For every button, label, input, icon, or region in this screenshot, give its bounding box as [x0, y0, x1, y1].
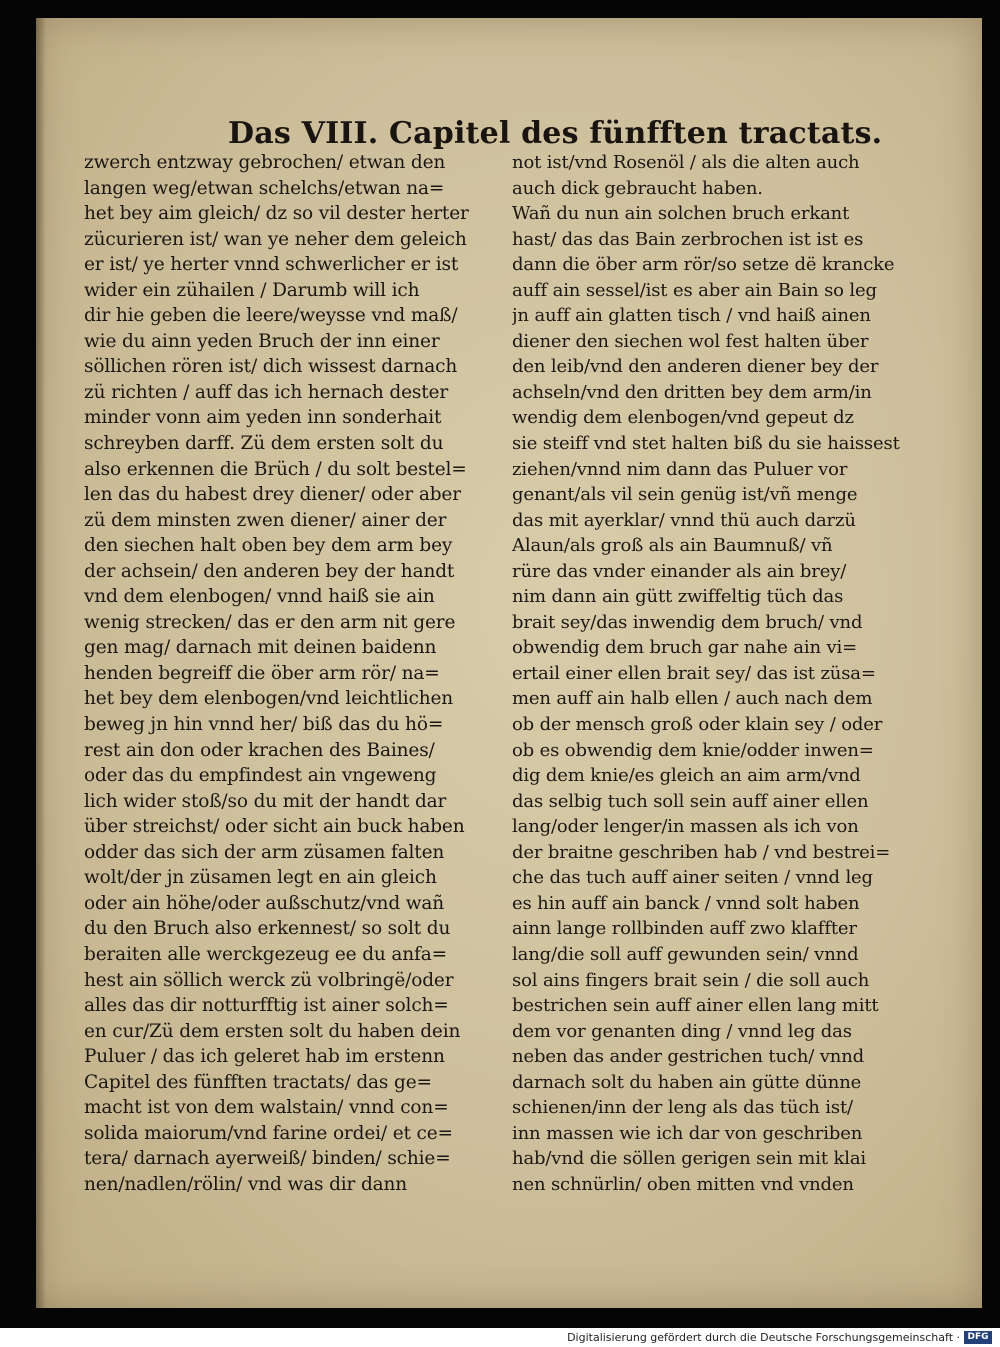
- text-line: darnach solt du haben ain gütte dünne: [512, 1071, 862, 1093]
- page-gutter-shadow: [36, 18, 46, 1308]
- text-line: inn massen wie ich dar von geschriben: [512, 1122, 863, 1144]
- text-line: hab/vnd die söllen gerigen sein mit klai: [512, 1148, 867, 1170]
- text-line: not ist/vnd Rosenöl / als die alten auch: [512, 152, 860, 173]
- text-line: vnd dem elenbogen/ vnnd haiß sie ain: [84, 586, 435, 608]
- funding-credit: Digitalisierung gefördert durch die Deutsche Forschungsgemeinschaft ·: [567, 1331, 960, 1344]
- text-line: nen schnürlin/ oben mitten vnd vnden: [512, 1173, 854, 1195]
- text-line: diener den siechen wol fest halten über: [512, 330, 869, 352]
- text-line: schienen/inn der leng als das tüch ist/: [512, 1097, 853, 1119]
- text-line: men auff ain halb ellen / auch nach dem: [512, 688, 873, 710]
- text-line: wie du ainn yeden Bruch der inn einer: [84, 330, 440, 352]
- text-line: Wañ du nun ain solchen bruch erkant: [512, 203, 850, 225]
- text-line: lang/oder lenger/in massen als ich von: [512, 816, 859, 838]
- text-line: oder das du empfindest ain vngeweng: [84, 765, 437, 787]
- text-line: zücurieren ist/ wan ye neher dem geleich: [84, 228, 467, 250]
- text-line: wolt/der jn züsamen legt en ain gleich: [84, 867, 437, 889]
- text-line: che das tuch auff ainer seiten / vnnd leg: [512, 867, 873, 889]
- text-line: alles das dir notturfftig ist ainer solch=: [84, 995, 449, 1017]
- right-text-column: [512, 150, 914, 1197]
- text-line: len das du habest drey diener/ oder aber: [84, 484, 461, 506]
- text-line: wendig dem elenbogen/vnd gepeut dz: [512, 407, 854, 429]
- text-line: gen mag/ darnach mit deinen baidenn: [84, 637, 437, 659]
- text-line: zü richten / auff das ich hernach dester: [84, 381, 449, 403]
- text-line: henden begreiff die öber arm rör/ na=: [84, 662, 440, 684]
- text-line: neben das ander gestrichen tuch/ vnnd: [512, 1046, 865, 1068]
- text-line: das selbig tuch soll sein auff ainer ellen: [512, 790, 869, 812]
- text-line: nen/nadlen/rölin/ vnd was dir dann: [84, 1173, 408, 1195]
- text-line: den siechen halt oben bey dem arm bey: [84, 535, 453, 557]
- text-line: auff ain sessel/ist es aber ain Bain so leg: [512, 279, 877, 301]
- text-line: ob es obwendig dem knie/odder inwen=: [512, 739, 874, 761]
- text-line: Alaun/als groß als ain Baumnuß/ vñ: [512, 535, 833, 557]
- text-line: obwendig dem bruch gar nahe ain vi=: [512, 637, 858, 659]
- text-line: ainn lange rollbinden auff zwo klaffter: [512, 918, 857, 940]
- text-line: söllichen rören ist/ dich wissest darnach: [84, 356, 458, 378]
- text-line: genant/als vil sein genüg ist/vñ menge: [512, 484, 858, 506]
- chapter-heading: Das VIII. Capitel des fünfften tractats.: [228, 116, 883, 151]
- text-line: wider ein zühailen / Darumb will ich: [84, 279, 420, 301]
- text-line: es hin auff ain banck / vnnd solt haben: [512, 892, 860, 914]
- text-line: dir hie geben die leere/weysse vnd maß/: [84, 305, 458, 327]
- text-line: oder ain höhe/oder außschutz/vnd wañ: [84, 892, 445, 914]
- text-line: den leib/vnd den anderen diener bey der: [512, 356, 879, 378]
- text-line: brait sey/das inwendig dem bruch/ vnd: [512, 611, 863, 633]
- text-line: zwerch entzway gebrochen/ etwan den: [84, 152, 446, 173]
- text-line: het bey dem elenbogen/vnd leichtlichen: [84, 688, 454, 710]
- text-line: dann die öber arm rör/so setze dë krancke: [512, 254, 895, 276]
- text-line: beweg jn hin vnnd her/ biß das du hö=: [84, 714, 444, 736]
- text-line: dem vor genanten ding / vnnd leg das: [512, 1020, 852, 1042]
- text-line: achseln/vnd den dritten bey dem arm/in: [512, 381, 872, 403]
- text-line: nim dann ain gütt zwiffeltig tüch das: [512, 586, 844, 608]
- left-text-column: [84, 150, 504, 1197]
- footer-bar: [0, 1328, 1000, 1347]
- text-line: ob der mensch groß oder klain sey / oder: [512, 714, 883, 736]
- text-line: hest ain söllich werck zü volbringë/oder: [84, 969, 454, 991]
- text-line: langen weg/etwan schelchs/etwan na=: [84, 177, 445, 199]
- text-line: du den Bruch also erkennest/ so solt du: [84, 918, 451, 940]
- text-line: en cur/Zü dem ersten solt du haben dein: [84, 1020, 461, 1042]
- text-line: odder das sich der arm züsamen falten: [84, 841, 445, 863]
- text-line: jn auff ain glatten tisch / vnd haiß ainen: [512, 305, 871, 327]
- text-line: sol ains fingers brait sein / die soll auch: [512, 969, 870, 991]
- text-line: also erkennen die Brüch / du solt bestel=: [84, 458, 467, 480]
- text-line: auch dick gebraucht haben.: [512, 177, 763, 199]
- text-line: beraiten alle werckgezeug ee du anfa=: [84, 943, 447, 965]
- text-line: Capitel des fünfften tractats/ das ge=: [84, 1071, 432, 1093]
- text-line: der achsein/ den anderen bey der handt: [84, 560, 455, 582]
- text-line: er ist/ ye herter vnnd schwerlicher er ist: [84, 254, 459, 276]
- text-line: hast/ das das Bain zerbrochen ist ist es: [512, 228, 864, 250]
- text-line: solida maiorum/vnd farine ordei/ et ce=: [84, 1122, 453, 1144]
- text-line: über streichst/ oder sicht ain buck haben: [84, 816, 465, 838]
- text-line: het bey aim gleich/ dz so vil dester herter: [84, 203, 469, 225]
- text-line: schreyben darff. Zü dem ersten solt du: [84, 433, 444, 455]
- text-line: dig dem knie/es gleich an aim arm/vnd: [512, 765, 861, 787]
- text-line: lang/die soll auff gewunden sein/ vnnd: [512, 943, 859, 965]
- text-line: sie steiff vnd stet halten biß du sie haissest: [512, 433, 900, 455]
- text-line: der braitne geschriben hab / vnd bestrei=: [512, 841, 891, 863]
- text-line: wenig strecken/ das er den arm nit gere: [84, 611, 456, 633]
- text-line: zü dem minsten zwen diener/ ainer der: [84, 509, 447, 531]
- text-line: macht ist von dem walstain/ vnnd con=: [84, 1097, 449, 1119]
- text-line: rest ain don oder krachen des Baines/: [84, 739, 435, 761]
- text-line: minder vonn aim yeden inn sonderhait: [84, 407, 442, 429]
- text-line: ziehen/vnnd nim dann das Puluer vor: [512, 458, 848, 480]
- text-line: ertail einer ellen brait sey/ das ist züsa=: [512, 662, 876, 684]
- dfg-logo: DFG: [964, 1331, 992, 1344]
- text-line: Puluer / das ich geleret hab im erstenn: [84, 1046, 445, 1068]
- text-line: rüre das vnder einander als ain brey/: [512, 560, 847, 582]
- text-line: das mit ayerklar/ vnnd thü auch darzü: [512, 509, 856, 531]
- text-line: lich wider stoß/so du mit der handt dar: [84, 790, 447, 812]
- text-line: bestrichen sein auff ainer ellen lang mitt: [512, 995, 879, 1017]
- text-line: tera/ darnach ayerweiß/ binden/ schie=: [84, 1148, 451, 1170]
